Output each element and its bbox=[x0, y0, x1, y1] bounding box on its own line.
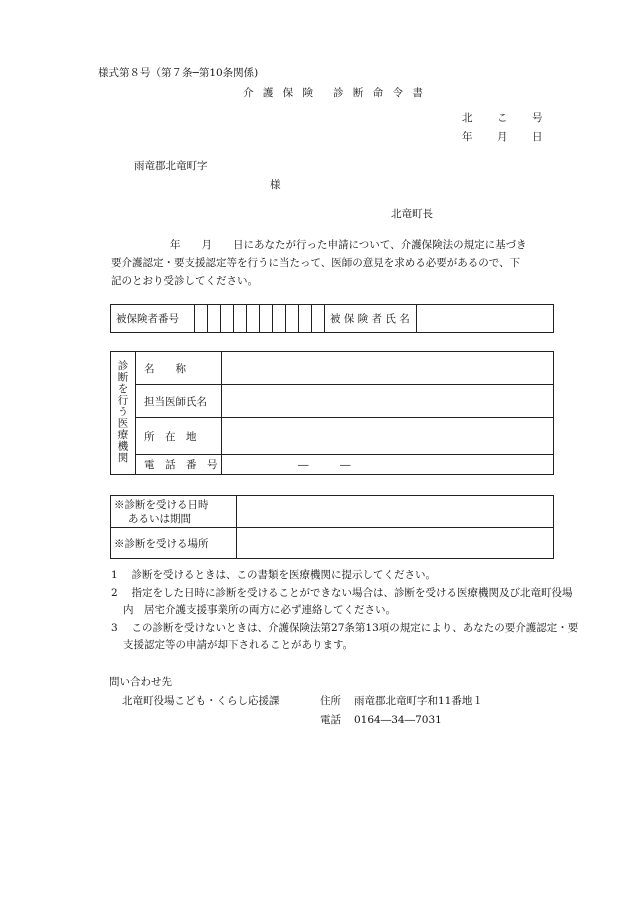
facility-side-label: 診断を行う医療機関 bbox=[116, 359, 129, 464]
facility-doctor-value[interactable] bbox=[222, 385, 554, 418]
schedule-table bbox=[110, 495, 554, 559]
schedule-datetime-label bbox=[111, 496, 237, 528]
note-1-text: 診断を受けるときは、この書類を医療機関に提示してください。 bbox=[131, 569, 437, 581]
contact-phone-label: 電話 bbox=[320, 714, 341, 726]
doc-ref-kita: 北 bbox=[462, 112, 473, 124]
contact-address-label: 住所 bbox=[320, 695, 341, 707]
note-2-text: 指定をした日時に診断を受けることができない場合は、診断を受ける医療機関及び北竜町役場内 居宅介護支援事業所の両方に必ず連絡してください。 bbox=[123, 587, 573, 616]
note-2-number: 2 bbox=[111, 587, 118, 599]
insured-number-digit[interactable] bbox=[312, 305, 325, 333]
note-1 bbox=[111, 567, 571, 584]
insured-number-digit[interactable] bbox=[208, 305, 221, 333]
schedule-datetime-value[interactable] bbox=[237, 496, 554, 528]
body-line-3: 記のとおり受診してください。 bbox=[111, 275, 258, 287]
facility-side-label-cell bbox=[111, 352, 136, 475]
issuer: 北竜町長 bbox=[391, 208, 433, 220]
facility-phone-value[interactable]: ― ― bbox=[222, 455, 554, 475]
facility-name-value[interactable] bbox=[222, 352, 554, 385]
title-part2: 診 断 命 令 書 bbox=[333, 87, 426, 99]
insured-number-label: 被保険者番号 bbox=[111, 305, 195, 333]
schedule-place-label: ※診断を受ける場所 bbox=[111, 528, 237, 559]
contact-phone: 0164―34―7031 bbox=[354, 714, 442, 726]
schedule-datetime-label-line1: ※診断を受ける日時 bbox=[114, 498, 209, 511]
note-3-text: この診断を受けないときは、介護保険法第27条第13項の規定により、あなたの要介護認定・要支援認定等の申請が却下されることがあります。 bbox=[123, 622, 579, 651]
contact-address: 雨竜郡北竜町字和11番地１ bbox=[354, 695, 483, 707]
contact-department: 北竜町役場こども・くらし応援課 bbox=[122, 695, 280, 707]
doc-ref-go: 号 bbox=[532, 112, 543, 124]
insured-table bbox=[110, 304, 554, 333]
insured-name-label: 被 保 険 者 氏 名 bbox=[325, 305, 417, 333]
insured-number-digit[interactable] bbox=[195, 305, 208, 333]
facility-name-label: 名 称 bbox=[136, 352, 222, 385]
note-1-number: 1 bbox=[111, 569, 118, 581]
doc-ref-month: 月 bbox=[497, 131, 508, 143]
doc-ref-year: 年 bbox=[462, 131, 473, 143]
title-part1: 介 護 保 険 bbox=[243, 87, 317, 99]
schedule-datetime-label-line2: あるいは期間 bbox=[128, 512, 191, 525]
note-2 bbox=[111, 585, 583, 619]
form-number: 様式第８号（第７条─第10条関係) bbox=[98, 67, 259, 79]
body-line-1: 年 月 日にあなたが行った申請について、介護保険法の規定に基づき bbox=[170, 239, 527, 251]
insured-number-digit[interactable] bbox=[299, 305, 312, 333]
note-3 bbox=[111, 620, 583, 654]
doc-ref-ko: こ bbox=[497, 112, 508, 124]
insured-number-digit[interactable] bbox=[234, 305, 247, 333]
schedule-place-value[interactable] bbox=[237, 528, 554, 559]
insured-number-digit[interactable] bbox=[273, 305, 286, 333]
facility-doctor-label: 担当医師氏名 bbox=[136, 385, 222, 418]
insured-number-digit[interactable] bbox=[260, 305, 273, 333]
facility-address-label: 所 在 地 bbox=[136, 418, 222, 455]
insured-number-digit[interactable] bbox=[247, 305, 260, 333]
insured-number-digit[interactable] bbox=[221, 305, 234, 333]
body-line-2: 要介護認定・要支援認定等を行うに当たって、医師の意見を求める必要があるので、下 bbox=[111, 257, 521, 269]
facility-address-value[interactable] bbox=[222, 418, 554, 455]
facility-phone-label: 電 話 番 号 bbox=[136, 455, 222, 475]
recipient-address: 雨竜郡北竜町字 bbox=[134, 160, 208, 172]
facility-table bbox=[110, 351, 554, 475]
insured-name-value[interactable] bbox=[417, 305, 554, 333]
insured-number-digit[interactable] bbox=[286, 305, 299, 333]
note-3-number: 3 bbox=[111, 622, 118, 634]
recipient-honorific: 様 bbox=[270, 179, 281, 191]
contact-heading: 問い合わせ先 bbox=[109, 676, 172, 688]
doc-ref-day: 日 bbox=[532, 131, 543, 143]
